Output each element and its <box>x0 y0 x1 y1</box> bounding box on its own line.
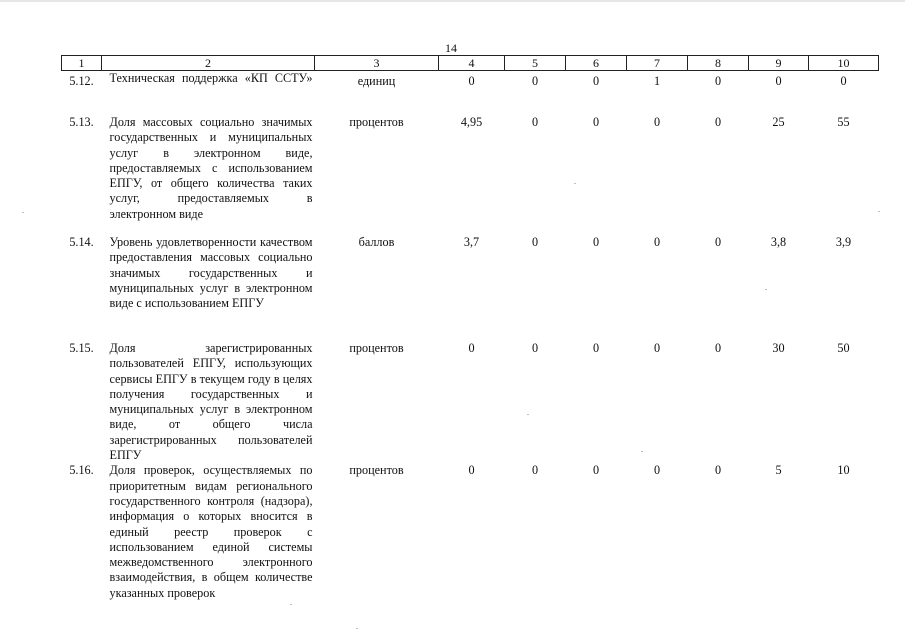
row-value: 3,8 <box>770 235 787 249</box>
row-description: Доля массовых социально значимых государственных и муниципальных услуг в электронном виде, предоставляемых с использованием ЕПГУ, от общего количества таких услуг, предоставляемых в электронном виде <box>109 115 313 221</box>
row-value: 0 <box>653 235 661 249</box>
row-value: 0 <box>653 115 661 129</box>
row-description: Уровень удовлетворенности качеством предоставления массовых социально значимых государственных и муниципальных услуг в электронном виде с использованием ЕПГУ <box>109 235 313 311</box>
row-number: 5.16. <box>69 463 94 478</box>
scan-speck <box>527 414 529 415</box>
row-value: 0 <box>531 463 539 478</box>
row-unit: процентов <box>349 463 404 478</box>
column-header: 10 <box>809 56 879 71</box>
page-number: 14 <box>445 41 457 55</box>
row-value: 50 <box>837 341 850 355</box>
row-value: 3,9 <box>835 235 852 249</box>
row-value: 25 <box>772 115 785 129</box>
row-value: 0 <box>468 341 475 355</box>
row-value: 4,95 <box>460 115 483 129</box>
scan-speck <box>574 183 576 184</box>
row-description: Техническая поддержка «КП ССТУ» <box>109 71 313 85</box>
row-value: 30 <box>772 341 785 355</box>
column-header: 5 <box>505 56 566 71</box>
row-value: 0 <box>531 341 539 355</box>
row-value: 5 <box>775 463 782 478</box>
row-value: 0 <box>840 74 847 88</box>
row-number: 5.13. <box>69 115 94 129</box>
table-row <box>62 235 879 341</box>
column-header: 3 <box>315 56 439 71</box>
row-value: 10 <box>837 463 850 478</box>
column-header: 9 <box>749 56 809 71</box>
row-value: 3,7 <box>463 235 480 249</box>
row-description: Доля зарегистрированных пользователей ЕПГУ, использующих сервисы ЕПГУ в текущем году в целях получения государственных и муниципальных услуг в электронном виде, от общего числа зарегистрированных пользователей ЕПГУ <box>109 341 313 463</box>
scan-speck <box>356 628 358 629</box>
column-header: 6 <box>566 56 627 71</box>
scan-top-edge <box>0 0 905 2</box>
row-value: 0 <box>468 74 475 88</box>
table-row <box>62 463 879 601</box>
row-value: 0 <box>653 341 661 355</box>
scan-speck <box>878 211 880 212</box>
row-value: 0 <box>653 463 661 478</box>
table-row <box>62 71 879 116</box>
row-unit: процентов <box>349 115 404 129</box>
row-description: Доля проверок, осуществляемых по приоритетным видам регионального государственного контроля (надзора), информация о которых вносится в единый реестр проверок с использованием единой системы межведомственного электронного взаимодействия, в общем количестве указанных проверок <box>109 463 313 600</box>
row-value: 0 <box>592 74 600 88</box>
row-value: 0 <box>775 74 782 88</box>
row-value: 0 <box>714 74 722 88</box>
column-header: 1 <box>62 56 102 71</box>
row-value: 0 <box>592 341 600 355</box>
row-value: 55 <box>837 115 850 129</box>
row-value: 0 <box>714 235 722 249</box>
row-value: 0 <box>714 341 722 355</box>
scan-speck <box>290 604 292 605</box>
column-header: 2 <box>102 56 315 71</box>
row-value: 1 <box>653 74 661 88</box>
row-value: 0 <box>531 74 539 88</box>
row-value: 0 <box>531 235 539 249</box>
table-header <box>62 56 879 71</box>
indicators-table <box>61 55 879 601</box>
row-number: 5.14. <box>69 235 94 249</box>
row-unit: баллов <box>358 235 395 249</box>
table-row <box>62 341 879 463</box>
row-value: 0 <box>592 235 600 249</box>
row-value: 0 <box>714 463 722 478</box>
scan-speck <box>22 212 24 213</box>
column-header: 7 <box>627 56 688 71</box>
row-unit: процентов <box>349 341 404 355</box>
row-value: 0 <box>468 463 475 478</box>
scan-speck <box>765 289 767 290</box>
row-unit: единиц <box>357 74 396 88</box>
table-row <box>62 115 879 235</box>
column-header: 4 <box>439 56 505 71</box>
row-value: 0 <box>592 463 600 478</box>
row-number: 5.15. <box>69 341 94 355</box>
header-row <box>62 56 879 71</box>
row-value: 0 <box>714 115 722 129</box>
scan-speck <box>641 451 643 452</box>
row-value: 0 <box>531 115 539 129</box>
row-value: 0 <box>592 115 600 129</box>
column-header: 8 <box>688 56 749 71</box>
row-number: 5.12. <box>69 74 94 88</box>
